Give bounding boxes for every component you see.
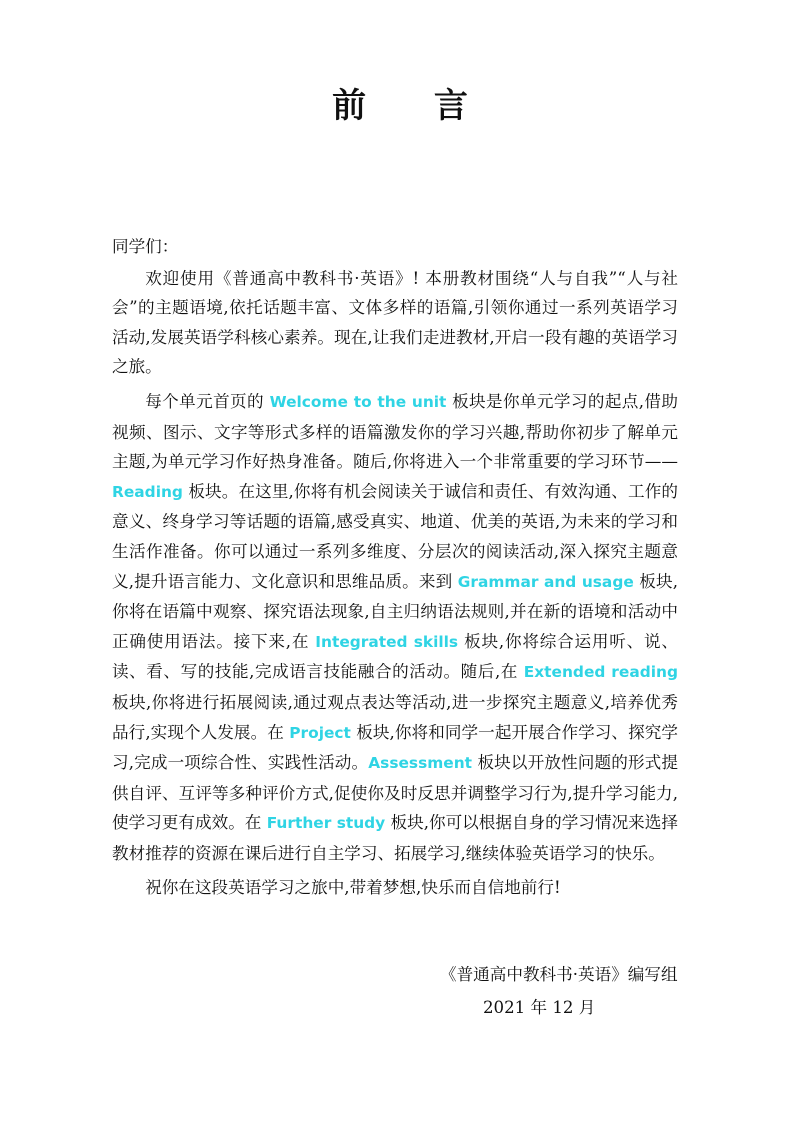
salutation: 同学们：	[112, 237, 179, 256]
paragraph-text: 板块,你将在语篇中观察、探究语法现象,自主归纳语法规则,并在新的语境和活动中正确使用语法。接下来,在	[112, 571, 678, 651]
section-name: Welcome to the unit	[269, 392, 447, 411]
paragraph-closing: 祝你在这段英语学习之旅中,带着梦想,快乐而自信地前行!	[145, 878, 561, 898]
section-name: Integrated skills	[315, 632, 459, 651]
section-name: Further study	[266, 814, 386, 833]
paragraph-text: 板块,你将综合运用听、说、读、看、写的技能,完成语言技能融合的活动。随后,在	[112, 631, 678, 682]
paragraph-text: 板块。在这里,你将有机会阅读关于诚信和责任、有效沟通、工作的意义、终身学习等话题的语篇,感受真实、地道、优美的英语,为未来的学习和生活作准备。你可以通过一系列多维度、分层次的阅读活动,深入探究主题意义,提升语言能力、文化意识和思维品质。来到	[112, 481, 678, 591]
paragraph-text: 板块,你将进行拓展阅读,通过观点表达等活动,进一步探究主题意义,培养优秀品行,实现个人发展。在	[112, 692, 678, 742]
paragraph-text: 每个单元首页的	[145, 391, 270, 411]
paragraph-text: 板块是你单元学习的起点,借助视频、图示、文字等形式多样的语篇激发你的学习兴趣,帮助你初步了解单元主题,为单元学习作好热身准备。随后,你将进入一个非常重要的学习环节——	[112, 391, 678, 472]
section-name: Project	[289, 723, 351, 742]
section-name: Grammar and usage	[457, 572, 634, 591]
paragraph-text: 板块以开放性问题的形式提供自评、互评等多种评价方式,促使你及时反思并调整学习行为,提升学习能力,使学习更有成效。在	[112, 753, 678, 833]
signature: 《普通高中教科书·英语》编写组	[440, 965, 678, 984]
date: 2021 年 12 月	[483, 998, 596, 1017]
page-title: 前 言	[332, 86, 496, 126]
section-name: Extended reading	[523, 663, 678, 682]
paragraph-text: 板块,你可以根据自身的学习情况来选择教材推荐的资源在课后进行自主学习、拓展学习,继续体验英语学习的快乐。	[112, 813, 678, 863]
section-name: Assessment	[368, 754, 473, 773]
preface-body	[112, 232, 678, 908]
paragraph-text: 板块,你将和同学一起开展合作学习、探究学习,完成一项综合性、实践性活动。	[112, 722, 678, 773]
paragraph-welcome: 欢迎使用《普通高中教科书·英语》! 本册教材围绕“人与自我”“人与社会”的主题语境,依托话题丰富、文体多样的语篇,引领你通过一系列英语学习活动,发展英语学科核心素养。现在,让我们走进教材,开启一段有趣的英语学习之旅。	[112, 268, 678, 377]
section-name: Reading	[112, 482, 183, 501]
paragraph-sections	[112, 387, 678, 869]
